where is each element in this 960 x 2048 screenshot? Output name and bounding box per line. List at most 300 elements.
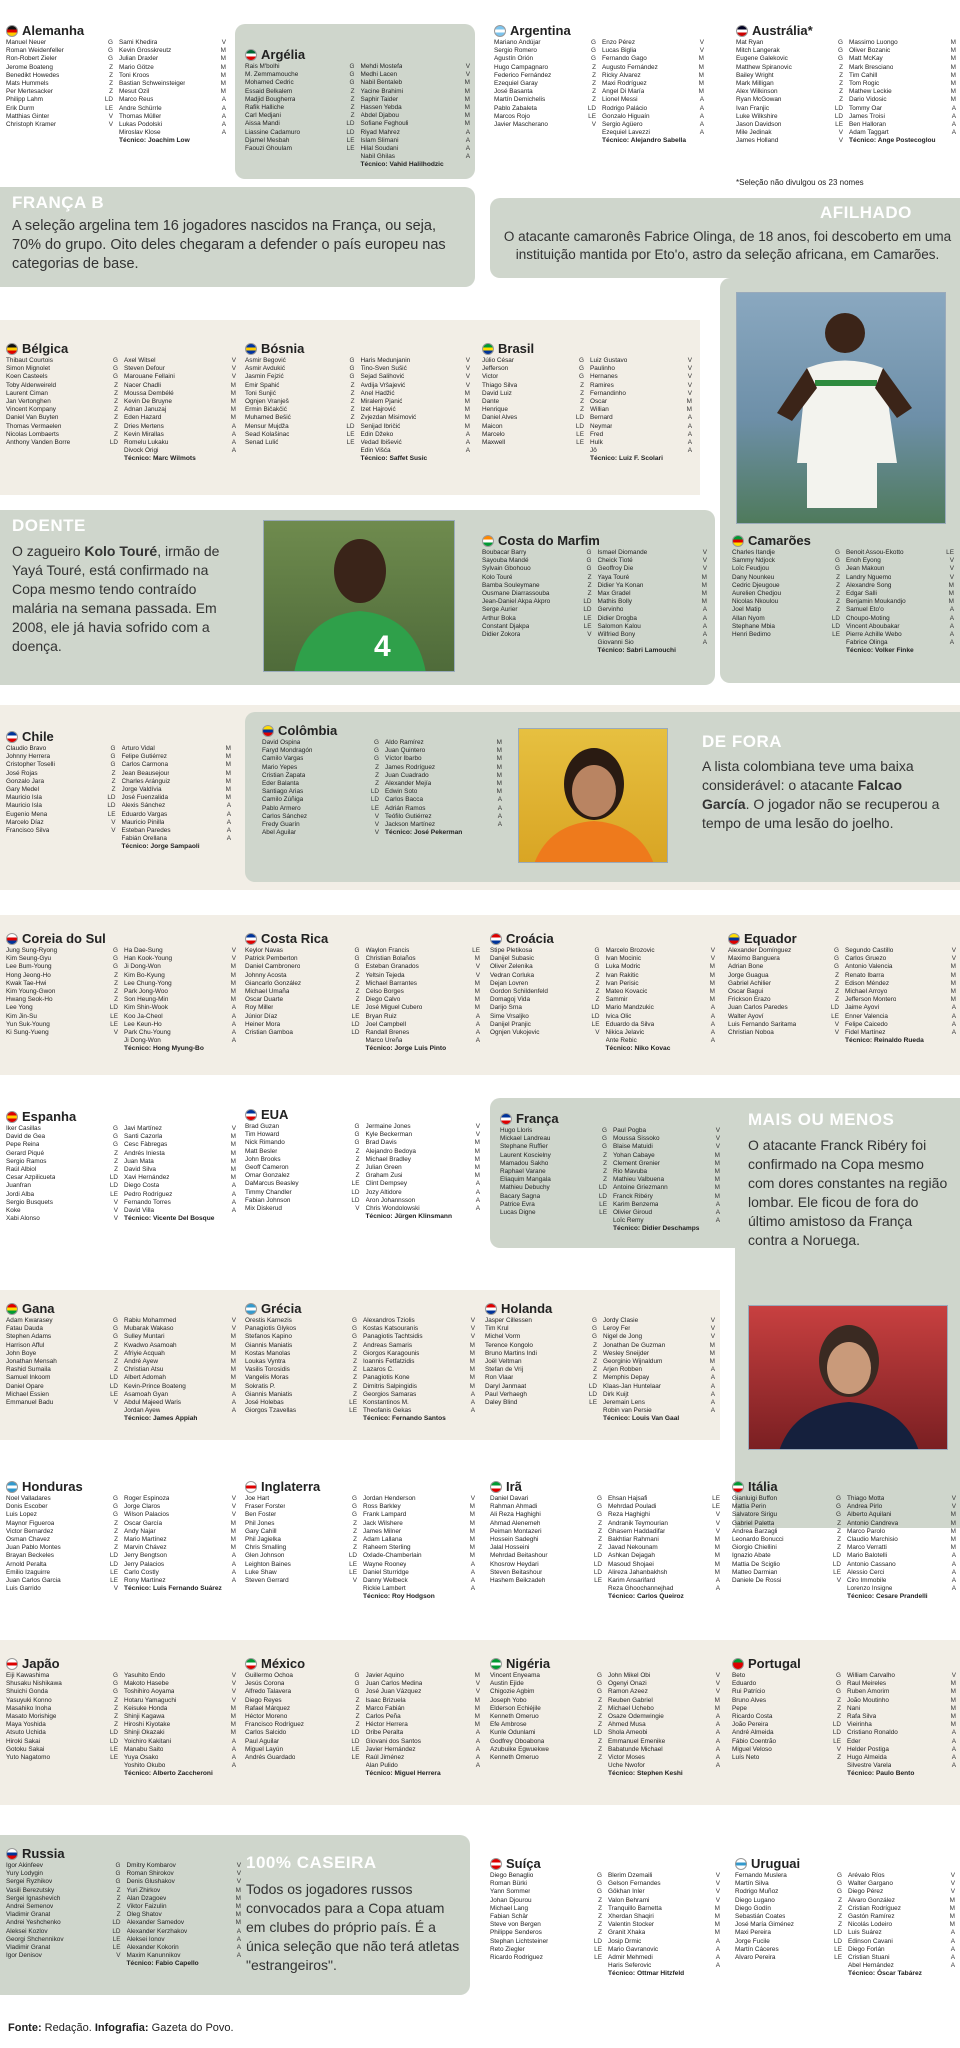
player-position: A	[470, 1398, 475, 1406]
player-position: V	[231, 1125, 236, 1132]
player-position: A	[497, 796, 502, 804]
team-inglaterra	[245, 1478, 475, 1602]
player-name: Sammir	[605, 996, 628, 1004]
player-row	[732, 1697, 841, 1705]
player-name: Éder Balanta	[262, 779, 299, 787]
footer-credits	[8, 2022, 234, 2034]
player-position: A	[470, 1390, 475, 1398]
player-name: Aurelien Chedjou	[732, 589, 782, 597]
player-name: Hiroshi Kiyotake	[124, 1721, 171, 1729]
player-name: Mix Diskerud	[245, 1204, 282, 1212]
player-row	[482, 365, 584, 373]
player-position: V	[231, 1680, 236, 1688]
player-position: V	[231, 373, 236, 381]
player-position: A	[699, 104, 704, 112]
player-name: Mark Milligan	[736, 79, 774, 87]
player-position: G	[352, 1495, 357, 1502]
player-row	[613, 1209, 720, 1217]
team-belgica	[6, 340, 236, 464]
player-name: Oxlade-Chamberlain	[363, 1552, 422, 1560]
player-row	[361, 382, 471, 390]
player-row	[847, 1705, 956, 1713]
team-name: Itália	[748, 1479, 778, 1494]
player-name: Gervinho	[597, 606, 624, 614]
player-row	[736, 96, 843, 104]
player-position: M	[474, 1139, 480, 1147]
player-row	[6, 1199, 118, 1207]
player-name: Yoichiro Kakitani	[124, 1737, 172, 1745]
player-row	[124, 1754, 236, 1762]
player-row	[598, 606, 708, 614]
player-position: Z	[598, 1544, 602, 1552]
player-name: Fidel Martínez	[845, 1028, 886, 1036]
roster	[6, 39, 226, 146]
player-row	[482, 373, 584, 381]
player-position: LE	[346, 144, 355, 152]
player-position: Z	[593, 1357, 597, 1365]
player-row	[366, 972, 481, 980]
player-name: Glen Johnson	[245, 1552, 285, 1560]
player-name: José María Giménez	[735, 1921, 794, 1929]
player-name: Yasuhito Endo	[124, 1672, 166, 1679]
player-position: LE	[112, 1935, 121, 1943]
player-row	[122, 811, 232, 819]
flag-icon	[482, 535, 494, 547]
player-position: M	[474, 1147, 480, 1155]
player-name: Bacary Sagna	[500, 1192, 541, 1200]
player-row	[124, 1697, 236, 1705]
player-name: Arévalo Ríos	[848, 1872, 885, 1879]
player-name: Jean-Daniel Akpa Akpro	[482, 598, 551, 606]
player-position: A	[951, 1012, 956, 1020]
player-position: LE	[599, 1200, 607, 1208]
player-row	[6, 1317, 118, 1325]
player-position: Z	[836, 581, 840, 589]
player-position: Z	[598, 1929, 602, 1937]
player-name: Senad Lulić	[245, 438, 279, 446]
player-row	[127, 1928, 242, 1936]
player-name: Tim Howard	[245, 1131, 280, 1139]
player-name: Loïc Remy	[613, 1217, 644, 1225]
team-espanha	[6, 1108, 236, 1223]
player-position: M	[469, 1366, 475, 1374]
player-position: M	[225, 785, 231, 793]
player-name: Víctor Ibarbo	[385, 755, 422, 763]
player-row	[490, 1913, 602, 1921]
player-position: A	[687, 422, 692, 430]
player-position: LD	[832, 1729, 841, 1737]
player-position: A	[715, 1753, 720, 1761]
player-name: Dario Vidosic	[849, 96, 887, 104]
flag-icon	[245, 1658, 257, 1670]
player-row	[847, 1729, 956, 1737]
player-name: Roman Bürki	[490, 1880, 527, 1888]
player-row	[245, 1680, 360, 1688]
player-name: Andre Schürrle	[119, 104, 162, 112]
player-position: M	[714, 1535, 720, 1543]
player-name: Jonathan De Guzman	[603, 1341, 666, 1349]
coach-name: Técnico: Niko Kovac	[605, 1045, 671, 1053]
roster-column	[385, 739, 502, 837]
player-name: Park Jong-Woo	[124, 987, 168, 995]
player-name: Tom Rogic	[849, 79, 880, 87]
player-row	[6, 1366, 118, 1374]
player-row	[122, 786, 232, 794]
player-row	[500, 1209, 607, 1217]
player-position: Z	[592, 88, 596, 96]
flag-icon	[732, 1481, 744, 1493]
player-name: Edin Višća	[360, 447, 391, 455]
player-row	[6, 1141, 118, 1149]
player-row	[366, 1762, 481, 1770]
player-position: M	[709, 996, 715, 1004]
player-row	[6, 1182, 118, 1190]
player-row	[6, 1520, 118, 1528]
player-name: Domagoj Vida	[490, 996, 531, 1004]
player-name: Senijad Ibričić	[360, 422, 401, 430]
player-row	[6, 1887, 121, 1895]
player-position: Z	[837, 1527, 841, 1535]
player-position: A	[950, 1953, 955, 1961]
player-position: V	[221, 39, 226, 46]
player-row	[732, 557, 840, 565]
player-position: LD	[830, 1004, 839, 1012]
player-name: Eduardo	[732, 1680, 757, 1688]
player-row	[245, 1197, 360, 1205]
player-name: Divock Origi	[124, 447, 159, 455]
player-row	[847, 1561, 956, 1569]
roster-column	[500, 1127, 607, 1234]
player-position: M	[709, 979, 715, 987]
player-position: V	[113, 1215, 118, 1223]
player-name: Walter Ayoví	[728, 1012, 764, 1020]
player-name: Alexander Kerzhakov	[126, 1927, 188, 1935]
player-position: A	[475, 1020, 480, 1028]
player-row	[846, 582, 954, 590]
player-position: V	[591, 120, 596, 128]
player-row	[849, 121, 956, 129]
player-name: Shuichi Gonda	[6, 1688, 48, 1696]
player-row	[366, 963, 481, 971]
player-row	[606, 1013, 716, 1021]
player-name: Wesley Sneijder	[603, 1349, 650, 1357]
player-position: Z	[353, 1382, 357, 1390]
player-row	[606, 1004, 716, 1012]
player-row	[608, 1913, 720, 1921]
player-position: M	[950, 971, 956, 979]
player-row	[6, 1158, 118, 1166]
player-row	[363, 1383, 475, 1391]
player-name: Ognjen Vranješ	[245, 397, 289, 405]
player-position: A	[236, 1952, 241, 1960]
player-position: V	[108, 120, 113, 128]
player-position: G	[108, 47, 113, 55]
player-name: Didier Drogba	[597, 614, 637, 622]
player-name: Jerry Palacios	[124, 1560, 165, 1568]
flag-icon	[6, 343, 18, 355]
player-row	[847, 1762, 956, 1770]
player-position: Z	[593, 1349, 597, 1357]
player-position: V	[374, 829, 379, 837]
player-row	[494, 39, 596, 47]
flag-icon	[6, 933, 18, 945]
player-row	[606, 996, 716, 1004]
player-name: Ali Reza Haghighi	[490, 1511, 541, 1519]
player-row	[6, 761, 116, 769]
player-name: Julian Green	[365, 1163, 402, 1171]
player-row	[6, 1680, 118, 1688]
player-row	[124, 1503, 236, 1511]
player-position: M	[686, 406, 692, 414]
player-name: Vladimir Granat	[6, 1911, 51, 1919]
team-header	[735, 1855, 955, 1872]
player-position: Z	[116, 1886, 121, 1894]
team-name: Inglaterra	[261, 1479, 321, 1494]
player-position: LD	[351, 1729, 360, 1737]
player-row	[124, 1729, 236, 1737]
player-row	[6, 1495, 118, 1503]
player-position: M	[950, 979, 956, 987]
player-name: Jalal Hosseini	[490, 1544, 530, 1552]
player-row	[732, 1503, 841, 1511]
team-uruguai	[735, 1855, 955, 1979]
player-row	[482, 414, 584, 422]
player-name: Ante Rebic	[605, 1037, 637, 1045]
player-name: Yeltsin Tejeda	[365, 971, 405, 979]
player-row	[124, 414, 236, 422]
player-name: Xherdan Shaqiri	[608, 1912, 654, 1920]
team-header	[6, 1300, 236, 1317]
player-row	[608, 1762, 720, 1770]
player-name: Diego Pérez	[848, 1888, 884, 1896]
player-name: Sead Kolašinac	[245, 430, 290, 438]
player-name: Oribe Peralta	[365, 1729, 404, 1737]
player-row	[366, 1697, 481, 1705]
player-position: V	[116, 1952, 121, 1960]
player-name: Giorgio Chiellini	[732, 1544, 777, 1552]
player-name: Ashkan Dejagah	[608, 1552, 655, 1560]
player-row	[245, 996, 360, 1004]
player-position: A	[715, 1962, 720, 1970]
player-name: Enner Valencia	[845, 1012, 888, 1020]
roster	[490, 1672, 720, 1779]
player-name: Victor Moses	[608, 1753, 645, 1761]
player-position: G	[594, 947, 600, 954]
player-position: A	[951, 1729, 956, 1737]
player-row	[366, 1004, 481, 1012]
player-position: LE	[594, 1953, 602, 1961]
player-position: A	[231, 1206, 236, 1214]
player-name: Vedad Ibišević	[360, 438, 402, 446]
player-row	[361, 439, 471, 447]
player-name: Maynor Figueroa	[6, 1519, 55, 1527]
flag-icon	[735, 1858, 747, 1870]
player-row	[6, 1325, 118, 1333]
player-row	[603, 1342, 715, 1350]
player-name: Sejad Salihović	[360, 373, 405, 381]
player-position: LE	[834, 1945, 842, 1953]
player-position: A	[221, 120, 226, 128]
player-position: G	[592, 1325, 597, 1333]
player-position: M	[225, 745, 231, 752]
player-position: M	[950, 1680, 956, 1688]
player-position: LD	[832, 1721, 841, 1729]
player-name: Fabrice Olinga	[846, 639, 888, 647]
player-position: LD	[351, 1028, 360, 1036]
player-position: Z	[836, 598, 840, 606]
player-name: James Holland	[736, 137, 779, 145]
player-row	[366, 1139, 481, 1147]
player-position: A	[231, 1560, 236, 1568]
player-position: Z	[587, 581, 592, 589]
defora-title: DE FORA	[702, 732, 782, 751]
player-name: Ron Vlaar	[485, 1374, 514, 1382]
player-row	[245, 1520, 357, 1528]
player-row	[124, 1713, 236, 1721]
coach-name: Técnico: Luiz F. Scolari	[590, 455, 663, 463]
player-row	[245, 1407, 357, 1415]
player-row	[124, 1333, 236, 1341]
player-position: LD	[109, 1374, 118, 1382]
player-name: Mat Ryan	[736, 39, 764, 46]
player-row	[603, 1374, 715, 1382]
player-row	[385, 805, 502, 813]
player-position: G	[836, 1503, 841, 1511]
roster-column	[847, 1495, 956, 1602]
player-row	[490, 1577, 602, 1585]
player-row	[490, 1503, 602, 1511]
roster-column	[608, 1495, 720, 1602]
player-position: M	[225, 753, 231, 761]
player-row	[361, 423, 471, 431]
player-name: Ahmed Musa	[608, 1721, 646, 1729]
player-row	[119, 88, 226, 96]
player-name: Éder	[847, 1737, 861, 1745]
player-name: Arthur Boka	[482, 614, 516, 622]
player-position: A	[226, 818, 231, 826]
player-name: Danijel Subasic	[490, 955, 535, 963]
player-name: Felipe Gutiérrez	[121, 753, 167, 761]
player-row	[385, 755, 502, 763]
player-row	[490, 1688, 602, 1696]
player-position: V	[465, 373, 470, 381]
player-row	[6, 431, 118, 439]
player-row	[500, 1152, 607, 1160]
roster	[6, 1862, 241, 1969]
player-row	[6, 1536, 118, 1544]
roster-column	[482, 549, 592, 656]
player-position: A	[236, 1935, 241, 1943]
player-position: V	[715, 1888, 720, 1896]
player-row	[366, 1123, 481, 1131]
player-name: Marcelo	[482, 430, 505, 438]
player-name: Karim Benzema	[613, 1200, 659, 1208]
player-name: José Basanta	[494, 88, 533, 96]
player-name: Andrea Barzagli	[732, 1527, 778, 1535]
player-name: Ruben Amorim	[847, 1688, 890, 1696]
coach-name: Técnico: Fernando Santos	[363, 1415, 446, 1423]
player-position: M	[230, 1519, 236, 1527]
player-row	[608, 1754, 720, 1762]
player-name: Robin van Persie	[603, 1407, 652, 1415]
player-row	[590, 423, 692, 431]
player-name: Pedro Rodríguez	[124, 1190, 173, 1198]
player-position: M	[714, 1921, 720, 1929]
player-position: M	[701, 589, 707, 597]
player-name: Giorgos Karagounis	[363, 1349, 420, 1357]
player-row	[590, 382, 692, 390]
player-position: G	[838, 47, 843, 55]
player-name: Georgi Shchennikov	[6, 1935, 64, 1943]
player-row	[124, 1383, 236, 1391]
player-position: LE	[712, 1495, 720, 1502]
player-row	[245, 439, 355, 447]
player-name: Jeremain Lens	[603, 1398, 645, 1406]
player-name: Jefferson Montero	[845, 996, 897, 1004]
player-name: Haris Seferovic	[608, 1962, 652, 1970]
player-position: Z	[835, 971, 839, 979]
player-name: Tranquillo Barnetta	[608, 1904, 662, 1912]
player-position: M	[220, 79, 226, 87]
player-name: Igor Akinfeev	[6, 1862, 43, 1869]
player-row	[124, 1013, 236, 1021]
roster-column	[490, 1672, 602, 1779]
player-row	[245, 1172, 360, 1180]
player-position: Z	[350, 406, 355, 414]
player-row	[6, 1705, 118, 1713]
fonte-label: Fonte:	[8, 2022, 42, 2034]
player-name: Masato Morishige	[6, 1712, 57, 1720]
player-name: Moussa Dembélé	[124, 389, 174, 397]
player-position: V	[687, 365, 692, 373]
player-row	[245, 129, 355, 137]
player-row	[245, 980, 360, 988]
player-name: Rodrigo Palácio	[602, 104, 648, 112]
player-name: Benoit Assou-Ekotto	[846, 549, 904, 556]
player-position: V	[951, 1503, 956, 1511]
player-name: Leroy Fer	[603, 1325, 631, 1333]
player-name: Thiago Silva	[482, 381, 518, 389]
player-name: Fred	[590, 430, 604, 438]
roster-column	[732, 1672, 841, 1779]
player-name: Álvaro González	[848, 1896, 895, 1904]
player-row	[728, 980, 839, 988]
player-row	[127, 1944, 242, 1952]
player-name: Alberto Aquilani	[847, 1511, 892, 1519]
player-position: M	[714, 1176, 720, 1184]
player-name: Manabu Saito	[124, 1745, 164, 1753]
player-position: Z	[580, 389, 584, 397]
player-name: Giorgos Tzavellas	[245, 1407, 297, 1415]
player-position: A	[699, 120, 704, 128]
player-position: A	[702, 630, 707, 638]
player-name: Mario Götze	[119, 63, 154, 71]
team-name: Coreia do Sul	[22, 931, 106, 946]
player-position: LD	[346, 120, 355, 128]
player-row	[119, 121, 226, 129]
player-name: Raphael Varane	[500, 1167, 546, 1175]
player-name: Kim Seung-Gyu	[6, 955, 52, 963]
roster-column	[603, 1317, 715, 1424]
player-name: Kevin-Prince Boateng	[124, 1382, 186, 1390]
player-name: Rio Mavuba	[613, 1167, 648, 1175]
player-position: LE	[110, 1012, 118, 1020]
player-name: Joel Matip	[732, 606, 762, 614]
player-row	[490, 1938, 602, 1946]
player-row	[500, 1127, 607, 1135]
player-position: M	[709, 1357, 715, 1365]
player-row	[602, 129, 704, 137]
